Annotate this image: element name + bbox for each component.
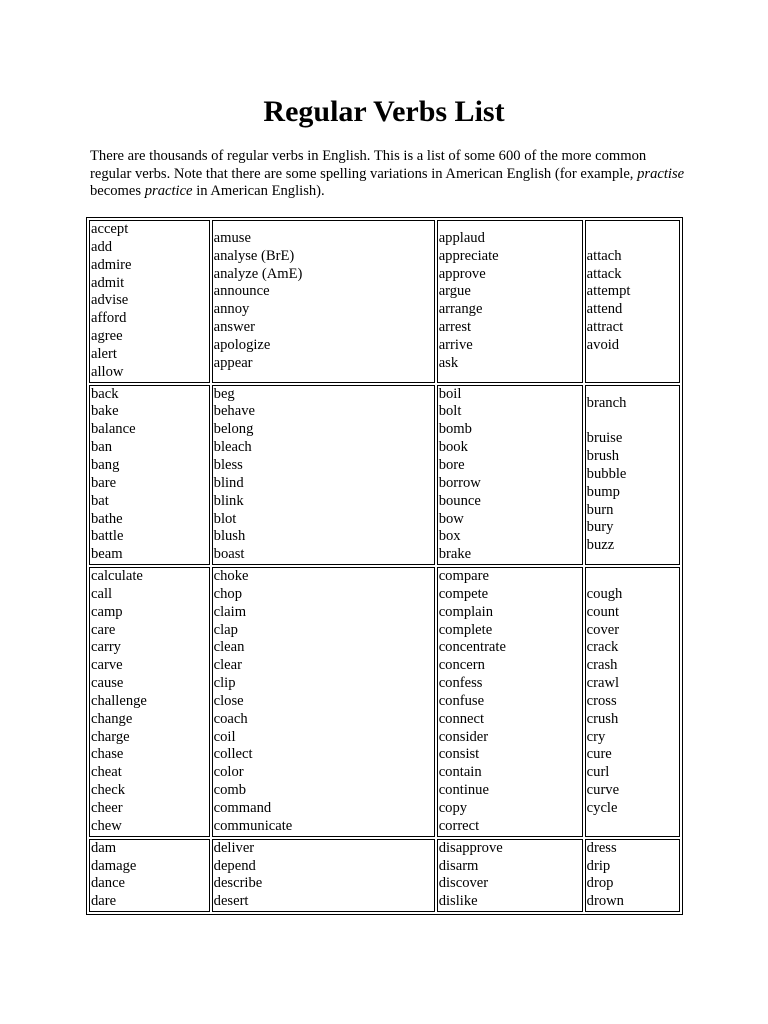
verb-word: attack [586,265,622,282]
verb-word: bump [586,483,620,500]
verb-word: describe [213,875,263,892]
table-cell [437,220,583,383]
verb-word: arrive [438,336,473,353]
verb-word: bake [91,403,119,420]
verb-word: alert [91,345,117,362]
verb-word: bury [586,519,614,536]
verb-word: cheat [91,764,122,781]
verb-word: curl [586,764,610,781]
verb-word: brush [586,448,620,465]
verb-word: carve [91,657,123,674]
verb-word: complete [438,621,493,638]
verb-word: balance [91,421,136,438]
verb-word: drown [586,893,624,910]
verb-word: attempt [586,283,631,300]
intro-text: in American English). [192,183,325,200]
table-cell [212,220,435,383]
table-cell [89,220,210,383]
verb-word: advise [91,292,129,309]
verb-word: admire [91,256,132,273]
verb-word: boil [438,385,462,402]
verb-word: boast [213,546,245,563]
verb-word: change [91,710,133,727]
table-cell [89,385,210,565]
verb-word: contain [438,764,482,781]
verb-word: discover [438,875,489,892]
verb-word: drop [586,875,614,892]
verb-word: bare [91,474,117,491]
verbs-table [86,217,683,915]
verb-word: count [586,603,620,620]
verb-word: bow [438,510,464,527]
verb-word: beam [91,546,123,563]
verb-word: burn [586,501,614,518]
verb-word: allow [91,363,124,380]
verb-word: arrest [438,319,472,336]
verb-word: dislike [438,893,478,910]
verb-word: drip [586,857,611,874]
verb-word: depend [213,857,256,874]
verb-word: concentrate [438,639,506,656]
verb-word: bleach [213,439,252,456]
verb-word: check [91,782,126,799]
page-title: Regular Verbs List [263,95,505,128]
verb-word: close [213,692,244,709]
intro-italic-practice: practice [144,183,193,200]
verb-word: admit [91,274,125,291]
verb-word: appreciate [438,247,499,264]
verb-word: cry [586,728,606,745]
verb-word: disapprove [438,839,503,856]
verb-word: amuse [213,229,251,246]
verb-word: crawl [586,675,620,692]
verb-word: confess [438,675,483,692]
verb-word: coach [213,710,248,727]
verb-word: cross [586,692,617,709]
verb-word: buzz [586,537,615,554]
verb-word: clap [213,621,238,638]
verb-word: cough [586,585,623,602]
table-row [89,385,680,565]
table-cell [212,385,435,565]
verb-word: blink [213,492,244,509]
table-cell [89,839,210,912]
verb-word: confuse [438,692,485,709]
verb-word: box [438,528,461,545]
table-row [89,220,680,383]
table-cell [89,567,210,837]
verb-word: command [213,800,272,816]
table-cell [437,839,583,912]
verb-word: copy [438,800,468,816]
verb-word: cause [91,675,124,692]
verb-word: bathe [91,510,123,527]
verb-word: ask [438,354,459,371]
verb-word: curve [586,782,620,799]
verb-word: argue [438,283,471,300]
verb-word: brake [438,546,472,563]
verb-word: applaud [438,229,485,246]
verb-word: back [91,385,119,402]
verb-word: agree [91,328,123,345]
verb-word: chop [213,585,243,602]
table-cell [212,839,435,912]
table-row [89,839,680,912]
verb-word: blush [213,528,246,545]
verb-word: ban [91,439,113,456]
verb-word: compete [438,585,489,602]
verb-word: claim [213,603,247,620]
verb-word: arrange [438,301,483,318]
verb-word: afford [91,310,127,327]
verb-word: chew [91,817,122,834]
verb-word: consider [438,728,489,745]
verb-word: communicate [213,817,293,834]
verb-word: cover [586,621,620,638]
intro-text: There are thousands of regular verbs in English. This is a list of some 600 of the more common regular verbs. Note that there are some spelling variations in American English (for example, [90,148,647,182]
verb-word: call [91,585,113,602]
verb-word: calculate [91,568,143,585]
intro-paragraph [90,148,690,201]
verb-word: bomb [438,421,472,438]
table-cell [437,567,583,837]
intro-text: becomes [90,183,145,200]
verbs-table-body [89,220,680,912]
verb-word: challenge [91,692,147,709]
verb-word: consist [438,746,480,763]
verb-word: compare [438,568,489,585]
verb-word: chase [91,746,124,763]
verb-word: charge [91,728,130,745]
verb-word: dare [91,893,117,910]
verb-word: blot [213,510,237,527]
verb-word: desert [213,893,249,910]
verb-word: attend [586,301,623,318]
verb-word: announce [213,283,270,300]
verb-word: beg [213,385,235,402]
verb-word: carry [91,639,121,656]
verb-word: blind [213,474,244,491]
verb-word: bruise [586,430,623,447]
verb-word: comb [213,782,247,799]
verb-word: damage [91,857,137,874]
verb-word: bounce [438,492,481,509]
verb-word: apologize [213,336,271,353]
verb-word: cycle [586,800,618,816]
verb-word: appear [213,354,253,371]
blank-line [587,412,678,430]
verb-word: attract [586,319,624,336]
verb-word: clean [213,639,245,656]
table-cell [585,567,680,837]
verb-word: correct [438,817,480,834]
verb-word: clear [213,657,242,674]
verb-word: battle [91,528,124,545]
verb-word: deliver [213,839,255,856]
verb-word: color [213,764,244,781]
table-row [89,567,680,837]
verb-word: attach [586,247,622,264]
verb-word: connect [438,710,485,727]
verb-word: crush [586,710,619,727]
verb-word: collect [213,746,253,763]
verb-word: belong [213,421,254,438]
verb-word: clip [213,675,236,692]
verb-word: cure [586,746,612,763]
verb-word: bang [91,456,120,473]
verb-word: care [91,621,116,638]
verb-word: bat [91,492,109,509]
verb-word: bolt [438,403,462,420]
table-cell [585,839,680,912]
verb-word: dance [91,875,126,892]
table-cell [585,385,680,565]
verb-word: cheer [91,800,123,816]
verb-word: book [438,439,468,456]
verb-word: bore [438,456,465,473]
verb-word: approve [438,265,486,282]
verb-word: bless [213,456,243,473]
verb-word: concern [438,657,485,674]
verb-word: borrow [438,474,481,491]
verb-word: accept [91,221,129,237]
verb-word: answer [213,319,255,336]
verb-word: add [91,238,113,255]
verb-word: bubble [586,465,627,482]
intro-italic-practise: practise [637,165,685,182]
table-cell [212,567,435,837]
verb-word: coil [213,728,236,745]
table-cell [585,220,680,383]
verb-word: behave [213,403,255,420]
verb-word: disarm [438,857,479,874]
table-cell [437,385,583,565]
verb-word: annoy [213,301,250,318]
verb-word: complain [438,603,493,620]
verb-word: crash [586,657,618,674]
verb-word: camp [91,603,123,620]
verb-word: crack [586,639,619,656]
verb-word: dress [586,839,617,856]
verb-word: analyse (BrE) [213,247,295,264]
verb-word: avoid [586,336,620,353]
verb-word: branch [586,394,627,411]
verb-word: analyze (AmE) [213,265,303,282]
verb-word: continue [438,782,489,799]
verb-word: dam [91,839,117,856]
verb-word: choke [213,568,249,585]
